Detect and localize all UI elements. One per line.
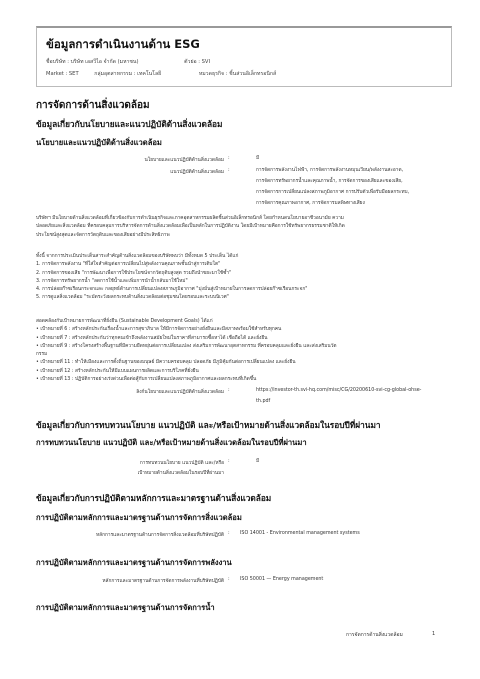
policy-colon: : [228, 156, 230, 161]
env-standard-label: หลักการและมาตรฐานด้านการจัดการสิ่งแวดล้อมที่บริษัทปฏิบัติ [95, 533, 224, 538]
footer-page-number: 1 [432, 631, 436, 637]
issue-item: 1. การจัดการพลังงาน "ที่ใส่ใจสำคัญต่อการเปลี่ยนไปสู่พลังงานคุณภาพชั้นนำสู่การเติบโต" [36, 262, 221, 268]
issue-item: 5. การดูแลสิ่งแวดล้อม "ระมัดระวังผลกระทบด้านสิ่งแวดล้อมต่อชุมชนโดยรอบและระบบนิเวศ" [36, 295, 229, 301]
sdg-item: • เป้าหมายที่ 12 : สร้างหลักประกันให้มีแบบแผนการผลิตและการบริโภคที่ยั่งยืน [36, 368, 199, 374]
practice-colon: : [228, 168, 230, 173]
subheading-policy-2: นโยบายและแนวปฏิบัติด้านสิ่งแวดล้อม [36, 138, 162, 147]
review-colon: : [228, 459, 230, 464]
ticker: ตัวย่อ : SVI [184, 59, 211, 65]
paragraph-line: บริษัทฯ มีนโยบายด้านสิ่งแวดล้อมที่เกี่ยวข้องกับการดำเนินธุรกิจและภาคอุตสาหกรรมผลิตชิ้นส่วนอิเล็กทรอนิกส์ โดยกำหนดนโยบายอาชีวอนามัย ความ [36, 216, 344, 221]
sector: หมวดธุรกิจ : ชิ้นส่วนอิเล็กทรอนิกส์ [198, 71, 277, 77]
market: Market : SET [46, 71, 79, 77]
sdg-item: • เป้าหมายที่ 6 : สร้างหลักประกันเรื่องน้ำและการสุขาภิบาล ให้มีการจัดการอย่างยั่งยืนและมีสภาพพร้อมใช้สำหรับทุกคน [36, 327, 282, 333]
subheading-review-2: การทบทวนนโยบาย แนวปฏิบัติ และ/หรือเป้าหมายด้านสิ่งแวดล้อมในรอบปีที่ผ่านมา [36, 438, 307, 447]
subheading-standards: ข้อมูลเกี่ยวกับการปฏิบัติตามหลักการและมาตรฐานด้านสิ่งแวดล้อม [36, 493, 272, 503]
subheading-env-standards: การปฏิบัติตามหลักการและมาตรฐานด้านการจัดการสิ่งแวดล้อม [36, 513, 242, 522]
practice-value-3: การจัดการการเปลี่ยนแปลงสภาพภูมิอากาศ การปรับตัวเพื่อรับมือผลกระทบ, [256, 190, 410, 195]
policy-label: นโยบายและแนวปฏิบัติด้านสิ่งแวดล้อม [144, 158, 224, 163]
review-label: การทบทวนนโยบาย แนวปฏิบัติ และ/หรือ [139, 461, 224, 466]
policy-description [36, 215, 446, 240]
page-title: ข้อมูลการดำเนินงานด้าน ESG [46, 37, 200, 51]
energy-standard-label: หลักการและมาตรฐานด้านการจัดการพลังงานที่บริษัทปฏิบัติ [102, 579, 224, 584]
sdg-item: • เป้าหมายที่ 7 : สร้างหลักประกันว่าทุกคนเข้าถึงพลังงานสมัยใหม่ในราคาที่สามารถซื้อหาได้ เชื่อถือได้ และยั่งยืน [36, 335, 268, 341]
sdg-list [36, 318, 446, 384]
subheading-energy-standards: การปฏิบัติตามหลักการและมาตรฐานด้านการจัดการพลังงาน [36, 558, 232, 567]
market-info-row [46, 70, 290, 78]
sdg-item: • เป้าหมายที่ 9 : สร้างโครงสร้างพื้นฐานที่มีความยืดหยุ่นต่อการเปลี่ยนแปลง ส่งเสริมการพัฒนาอุตสาหกรรม ที่ครอบคลุมและยั่งยืน และส่งเสริมนวัต [36, 343, 337, 349]
subheading-policy: ข้อมูลเกี่ยวกับนโยบายและแนวปฏิบัติด้านสิ่งแวดล้อม [36, 119, 223, 129]
practice-value-2: การจัดการทรัพยากรน้ำและคุณภาพน้ำ, การจัดการของเสียและของเสีย, [256, 179, 403, 184]
issue-item: 2. การจัดการของเสีย "การพัฒนาเพื่อการใช้ประโยชน์จากวัตถุดิบสูงสุด รวมถึงนำขยะมาใช้ซ้ำ" [36, 270, 232, 276]
energy-standard-value: ISO 50001 — Energy management [240, 577, 324, 582]
practice-label: แนวปฏิบัติด้านสิ่งแวดล้อม [170, 170, 224, 175]
company-name: ชื่อบริษัท : บริษัท เอสวีไอ จำกัด (มหาชน) [46, 59, 139, 65]
env-standard-value: ISO 14001 - Environmental management systems [240, 531, 360, 536]
practice-value-4: การจัดการคุณภาพอากาศ, การจัดการมลพิษทางเสียง [256, 201, 365, 206]
section-heading-environment: การจัดการด้านสิ่งแวดล้อม [36, 100, 150, 111]
energy-standard-colon: : [228, 577, 230, 582]
env-standard-colon: : [228, 531, 230, 536]
policy-value: มี [256, 156, 260, 161]
issue-item: 3. การจัดการทรัพยากรน้ำ "ลดการใช้น้ำและเพิ่มการนำน้ำกลับมาใช้ใหม่" [36, 278, 188, 284]
issues-intro: ทั้งนี้ จากการประเมินประเด็นสาระสำคัญด้านสิ่งแวดล้อมของบริษัทพบว่า มีทั้งหมด 5 ประเด็น ได้แก่ [36, 254, 239, 259]
review-label-continued: เป้าหมายด้านสิ่งแวดล้อมในรอบปีที่ผ่านมา [137, 471, 224, 476]
industry: กลุ่มอุตสาหกรรม : เทคโนโลยี [94, 71, 162, 77]
sdg-item: กรรม [36, 352, 48, 358]
practice-value-1: การจัดการพลังงานไฟฟ้า, การจัดการพลังงานหมุนเวียน/พลังงานสะอาด, [256, 168, 404, 173]
footer-section: การจัดการด้านสิ่งแวดล้อม [346, 632, 403, 638]
material-issues [36, 253, 446, 303]
policy-link[interactable]: https://investor-th.svi-hq.com/misc/CG/20200610-svi-cg-global-ohse- [256, 388, 422, 393]
policy-link-continued[interactable]: th.pdf [256, 399, 271, 404]
paragraph-line: ปลอดภัยและสิ่งแวดล้อม ที่ครอบคลุมการบริหารจัดการด้านสิ่งแวดล้อมเพื่อเป็นหลักในการปฏิบัติงาน โดยมีเป้าหมายคือการใช้ทรัพยากรธรรมชาติให้เกิด [36, 224, 345, 230]
company-info-row [46, 58, 224, 66]
sdg-item: • เป้าหมายที่ 11 : ทำให้เมืองและการตั้งถิ่นฐานของมนุษย์ มีความครอบคลุม ปลอดภัย มีภูมิคุ้มกันต่อการเปลี่ยนแปลง และยั่งยืน [36, 360, 296, 366]
sdg-intro: สอดคล้องกับเป้าหมายการพัฒนาที่ยั่งยืน (Sustainable Development Goals) ได้แก่ [36, 319, 213, 324]
issue-item: 4. การปล่อยก๊าซเรือนกระจกและ กลยุทธ์ด้านการเปลี่ยนแปลงสภาพภูมิอากาศ "มุ่งมั่นสู่เป้าหมายในการลดการปล่อยก๊าซเรือนกระจก" [36, 287, 308, 293]
sdg-item: • เป้าหมายที่ 13 : ปฏิบัติการอย่างเร่งด่วนเพื่อต่อสู้กับการเปลี่ยนแปลงสภาพภูมิอากาศและผลกระทบที่เกิดขึ้น [36, 377, 257, 383]
paragraph-line: ประโยชน์สูงสุดและจัดการวัตถุดิบและของเสียอย่างมีประสิทธิภาพ [36, 232, 170, 238]
policy-link-label: ลิงก์นโยบายและแนวปฏิบัติด้านสิ่งแวดล้อม [136, 390, 224, 395]
review-value: มี [256, 459, 260, 464]
subheading-water-standards: การปฏิบัติตามหลักการและมาตรฐานด้านการจัดการน้ำ [36, 603, 215, 612]
policy-link-colon: : [228, 388, 230, 393]
subheading-review: ข้อมูลเกี่ยวกับการทบทวนนโยบาย แนวปฏิบัติ และ/หรือเป้าหมายด้านสิ่งแวดล้อมในรอบปีที่ผ่านมา [36, 420, 381, 430]
